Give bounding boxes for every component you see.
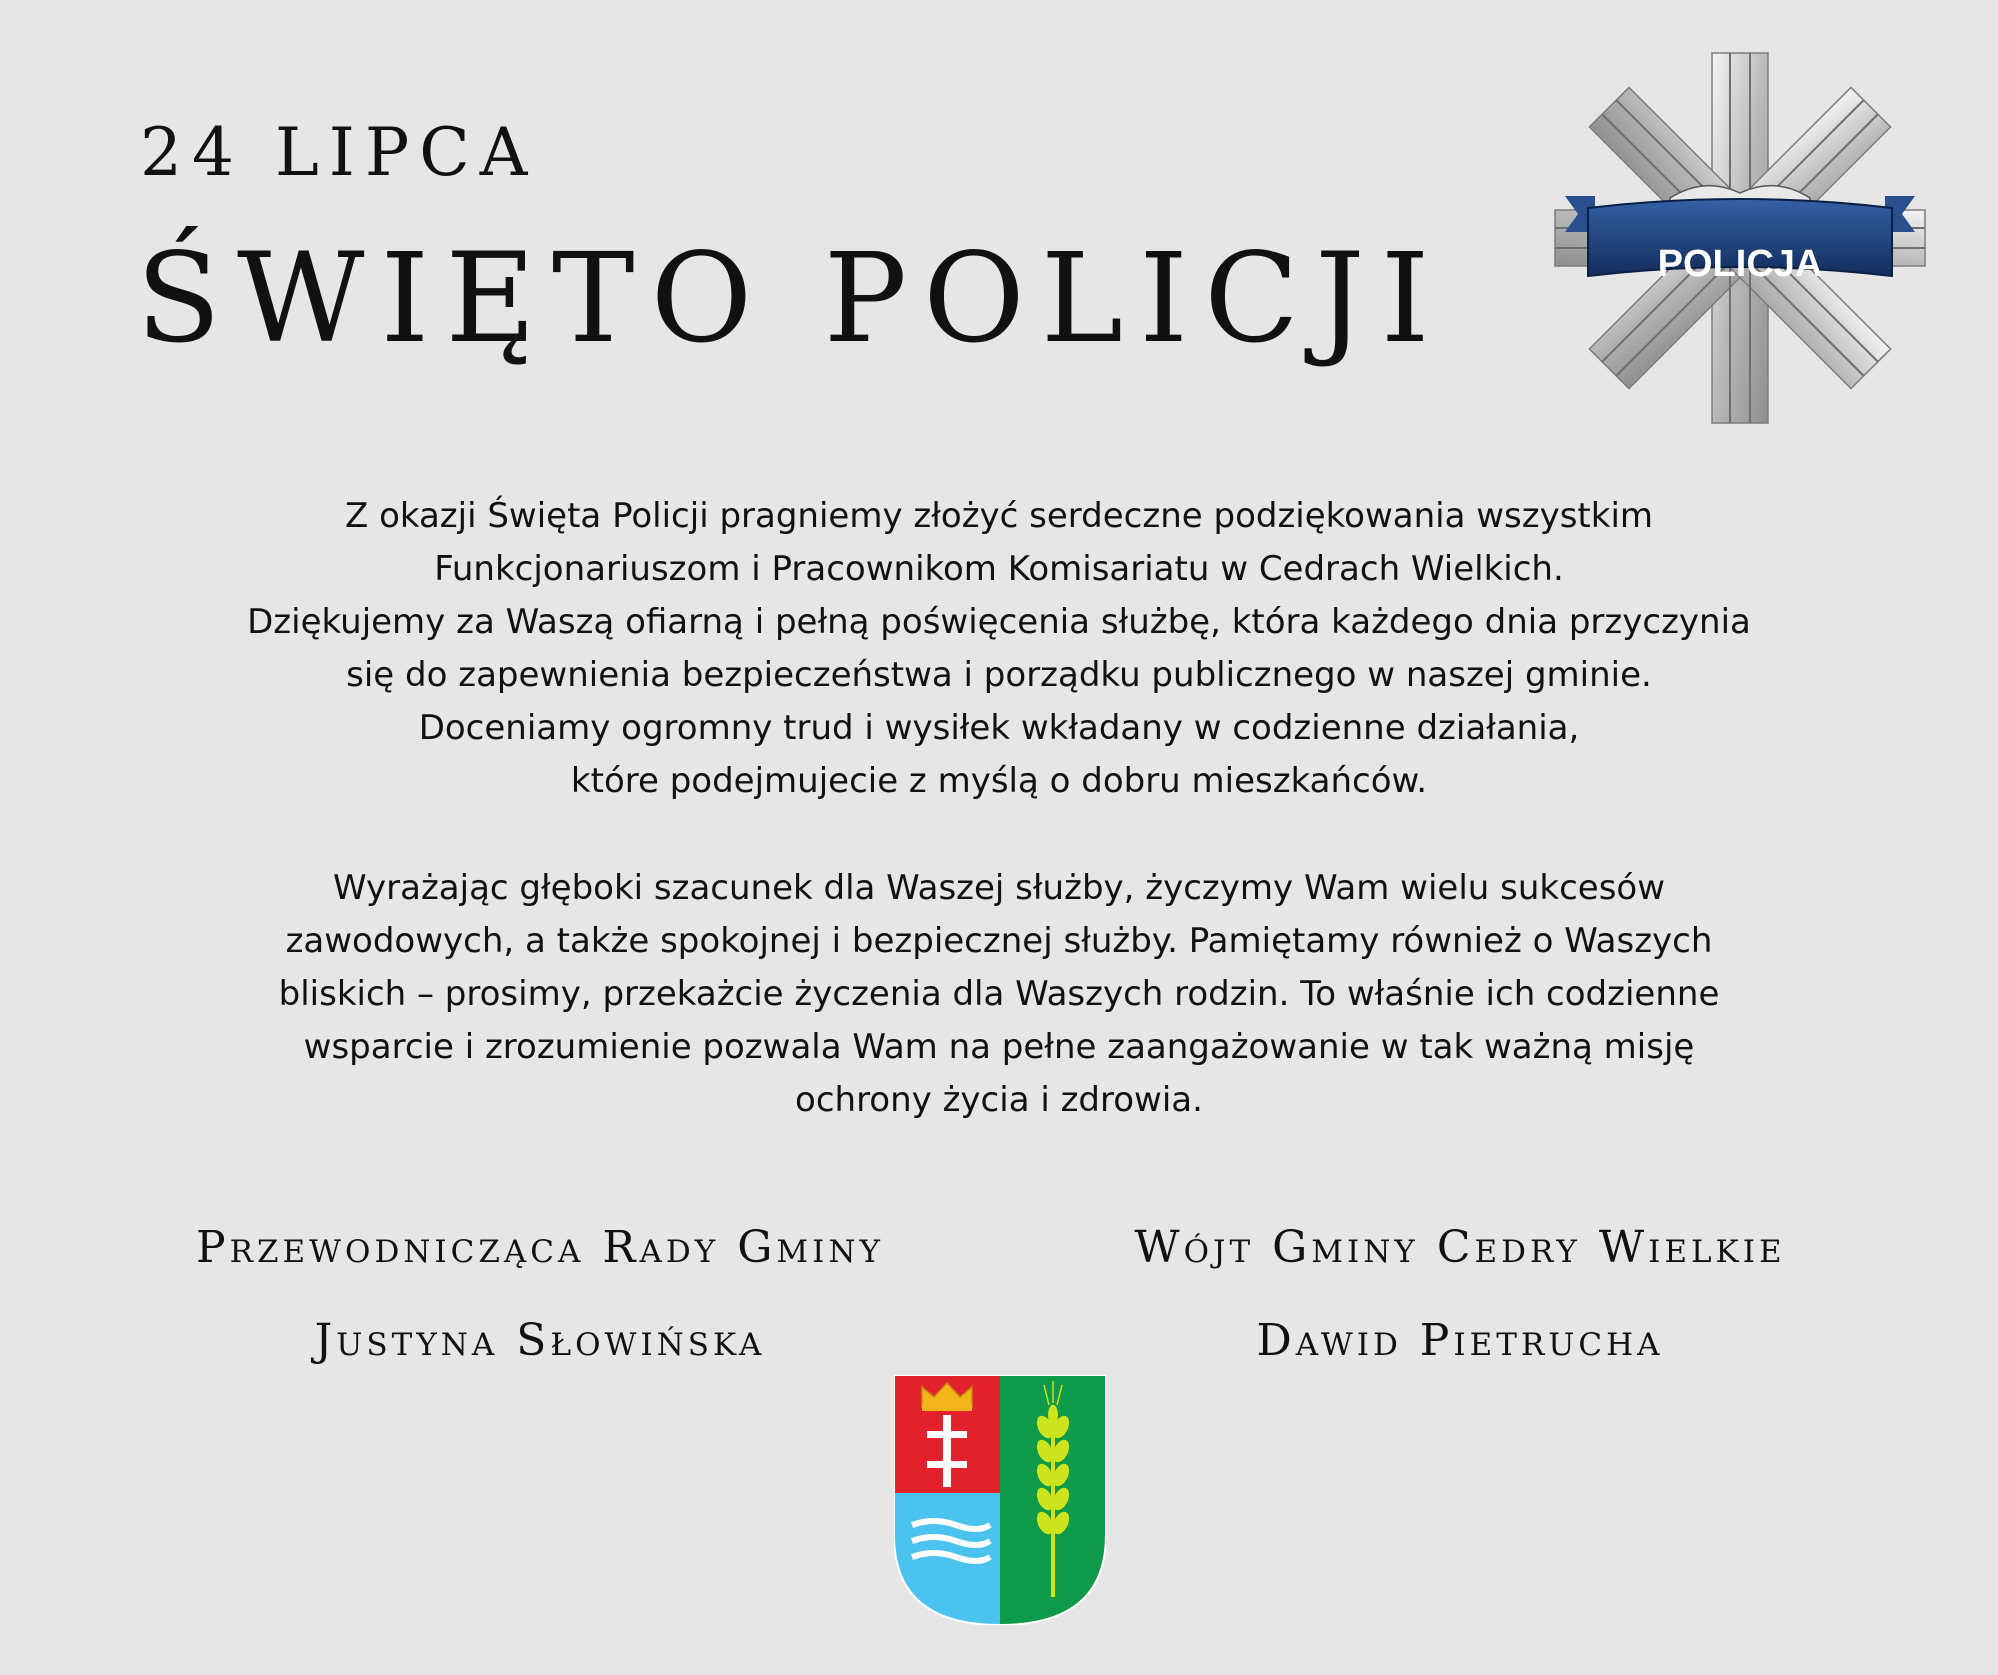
paragraph-line: Doceniamy ogromny trud i wysiłek wkładany w codzienne działania,	[418, 708, 1580, 748]
right-signatory-name: Dawid Pietrucha	[1256, 1315, 1664, 1366]
paragraph-line: Funkcjonariuszom i Pracownikom Komisariatu w Cedrach Wielkich.	[434, 549, 1564, 589]
paragraph-line: które podejmujecie z myślą o dobru mieszkańców.	[570, 761, 1428, 801]
paragraph-line: Wyrażając głęboki szacunek dla Waszej służby, życzymy Wam wielu sukcesów	[332, 868, 1666, 908]
left-signatory-name: Justyna Słowińska	[314, 1315, 766, 1366]
paragraph-line: wsparcie i zrozumienie pozwala Wam na pełne zaangażowanie w tak ważną misję	[303, 1027, 1695, 1067]
page-title: ŚWIĘTO POLICJI	[136, 227, 1446, 371]
paragraph-line: bliskich – prosimy, przekażcie życzenia dla Waszych rodzin. To właśnie ich codzienne	[278, 974, 1720, 1014]
badge-label: POLICJA	[1657, 243, 1823, 285]
cedry-wielkie-coat-of-arms-icon	[894, 1375, 1106, 1625]
paragraph-line: się do zapewnienia bezpieczeństwa i porządku publicznego w naszej gminie.	[346, 655, 1652, 695]
greeting-paragraph-2	[60, 862, 1938, 1127]
date-heading: 24 LIPCA	[140, 114, 538, 191]
paragraph-line: ochrony życia i zdrowia.	[795, 1080, 1203, 1120]
paragraph-line: zawodowych, a także spokojnej i bezpiecznej służby. Pamiętamy również o Waszych	[285, 921, 1713, 961]
police-star-badge-icon	[1550, 48, 1930, 428]
paragraph-line: Dziękujemy za Waszą ofiarną i pełną poświęcenia służbę, która każdego dnia przyczynia	[247, 602, 1751, 642]
greeting-paragraph-1	[60, 490, 1938, 808]
paragraph-line: Z okazji Święta Policji pragniemy złożyć serdeczne podziękowania wszystkim	[344, 496, 1654, 536]
left-signatory-role: Przewodnicząca Rady Gminy	[196, 1222, 884, 1273]
right-signatory-role: Wójt Gminy Cedry Wielkie	[1134, 1222, 1786, 1273]
